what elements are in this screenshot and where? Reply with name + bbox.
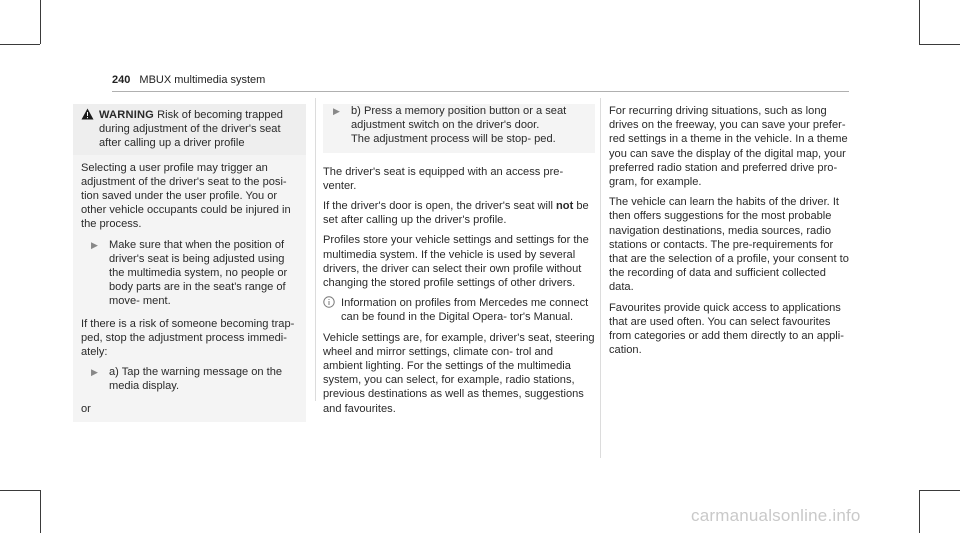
crop-mark xyxy=(40,0,41,44)
paragraph: Selecting a user profile may trigger an adjustment of the driver's seat to the posi- tion saved under the user profile. You or other vehicle occupants could be injured in the process. xyxy=(81,161,291,231)
or-label: or xyxy=(81,402,91,415)
paragraph: Vehicle settings are, for example, driver's seat, steering wheel and mirror settings, climate con- trol and ambient lighting. For the settings of the multimedia system, you can select, for example, radio stations, previous destinations as well as themes, suggestions and favourites. xyxy=(323,331,595,415)
header-divider xyxy=(112,91,849,92)
warning-box xyxy=(73,104,306,155)
step-item xyxy=(81,365,298,393)
warning-triangle-icon xyxy=(81,108,99,151)
info-icon xyxy=(323,296,341,324)
warning-continuation xyxy=(323,104,595,153)
step-arrow-icon: ▶ xyxy=(91,239,98,250)
paragraph: If there is a risk of someone becoming trap- ped, stop the adjustment process immedi- ately: xyxy=(81,317,295,359)
column-2 xyxy=(323,104,595,422)
section-title: MBUX multimedia system xyxy=(139,74,266,86)
step-item xyxy=(81,238,298,309)
paragraph: Favourites provide quick access to applications that are used often. You can select favourites from categories or add them directly to an appli- cation. xyxy=(609,301,844,357)
info-text: Information on profiles from Mercedes me connect can be found in the Digital Opera- tor's Manual. xyxy=(341,297,589,324)
step-text: a) Tap the warning message on the media display. xyxy=(109,366,283,393)
step-text: b) Press a memory position button or a seat adjustment switch on the driver's door. xyxy=(351,105,567,132)
crop-mark xyxy=(919,490,960,491)
step-text: Make sure that when the position of driver's seat is being adjusted using the multimedia system, no people or body parts are in the seat's range of move- ment. xyxy=(109,238,288,308)
paragraph: Profiles store your vehicle settings and settings for the multimedia system. If the vehicle is used by several drivers, the driver can select their own profile without changing the stored profile settings of other drivers. xyxy=(323,234,589,290)
column-divider xyxy=(315,98,316,401)
paragraph: The vehicle can learn the habits of the driver. It then offers suggestions for the most probable navigation destinations, media sources, radio stations or contacts. The pre-requirements for that are the selection of a profile, your consent to the recording of data and sufficient collected data. xyxy=(609,196,849,294)
column-1 xyxy=(73,104,306,422)
crop-mark xyxy=(919,490,920,533)
crop-mark xyxy=(919,44,960,45)
step-result: The adjustment process will be stop- ped. xyxy=(351,133,556,146)
crop-mark xyxy=(40,490,41,533)
page-number: 240 xyxy=(112,74,131,86)
text-span: be set after calling up the driver's profile. xyxy=(323,200,589,227)
paragraph: The driver's seat is equipped with an access pre- venter. xyxy=(323,165,564,192)
step-item xyxy=(323,104,595,147)
paragraph: For recurring driving situations, such as long drives on the freeway, you can save your prefer- red settings in a theme in the vehicle. In a theme you can save the display of the digital map, your preferred radio station and preferred drive pro- gram, for example. xyxy=(609,105,848,189)
crop-mark xyxy=(0,44,40,45)
paragraph xyxy=(323,199,595,227)
text-span: If the driver's door is open, the driver's seat will xyxy=(323,200,553,213)
warning-title: WARNING xyxy=(99,109,155,121)
warning-text: Risk of becoming trapped during adjustment of the driver's seat after calling up a driver profile xyxy=(99,109,283,150)
crop-mark xyxy=(919,0,920,44)
warning-details xyxy=(73,155,306,422)
page-header xyxy=(112,74,265,86)
bold-text: not xyxy=(556,200,574,213)
info-note xyxy=(323,296,595,324)
column-3 xyxy=(609,104,849,363)
step-arrow-icon: ▶ xyxy=(91,367,98,378)
column-divider xyxy=(600,98,601,458)
crop-mark xyxy=(0,490,40,491)
step-arrow-icon: ▶ xyxy=(333,106,340,116)
watermark: carmanualsonline.info xyxy=(691,506,861,525)
